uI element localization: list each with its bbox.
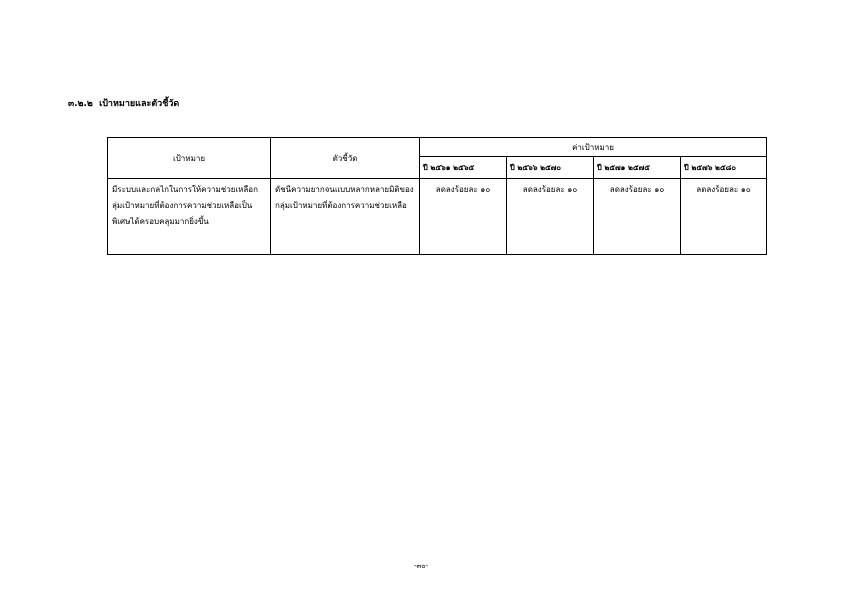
year-header-1: ปี ๒๕๖๑ ๒๕๖๕ xyxy=(420,157,507,179)
target-cell-2: ลดลงร้อยละ ๑๐ xyxy=(507,179,594,255)
target-cell-3: ลดลงร้อยละ ๑๐ xyxy=(594,179,681,255)
target-cell-4: ลดลงร้อยละ ๑๐ xyxy=(681,179,767,255)
indicator-cell: ดัชนีความยากจนแบบหลากหลายมิติของกลุ่มเป้าหมายที่ต้องการความช่วยเหลือ xyxy=(271,179,420,255)
target-cell-1: ลดลงร้อยละ ๑๐ xyxy=(420,179,507,255)
section-title: เป้าหมายและตัวชี้วัด xyxy=(99,99,180,109)
target-values-header: ค่าเป้าหมาย xyxy=(420,138,767,157)
table-header-row xyxy=(108,138,767,157)
page-number: -๓๐- xyxy=(413,562,429,570)
section-heading xyxy=(68,96,179,110)
indicator-column-header: ตัวชี้วัด xyxy=(271,138,420,179)
section-number: ๓.๒.๒ xyxy=(68,99,93,109)
year-header-2: ปี ๒๕๖๖ ๒๕๗๐ xyxy=(507,157,594,179)
year-header-3: ปี ๒๕๗๑ ๒๕๗๕ xyxy=(594,157,681,179)
goal-column-header: เป้าหมาย xyxy=(108,138,271,179)
goals-indicators-table xyxy=(107,137,767,255)
year-header-4: ปี ๒๕๗๖ ๒๕๘๐ xyxy=(681,157,767,179)
table-row xyxy=(108,179,767,255)
goal-cell: มีระบบและกลไกในการให้ความช่วยเหลือกลุ่มเป้าหมายที่ต้องการความช่วยเหลือเป็นพิเศษได้ครอบคลุมมากยิ่งขึ้น xyxy=(108,179,271,255)
